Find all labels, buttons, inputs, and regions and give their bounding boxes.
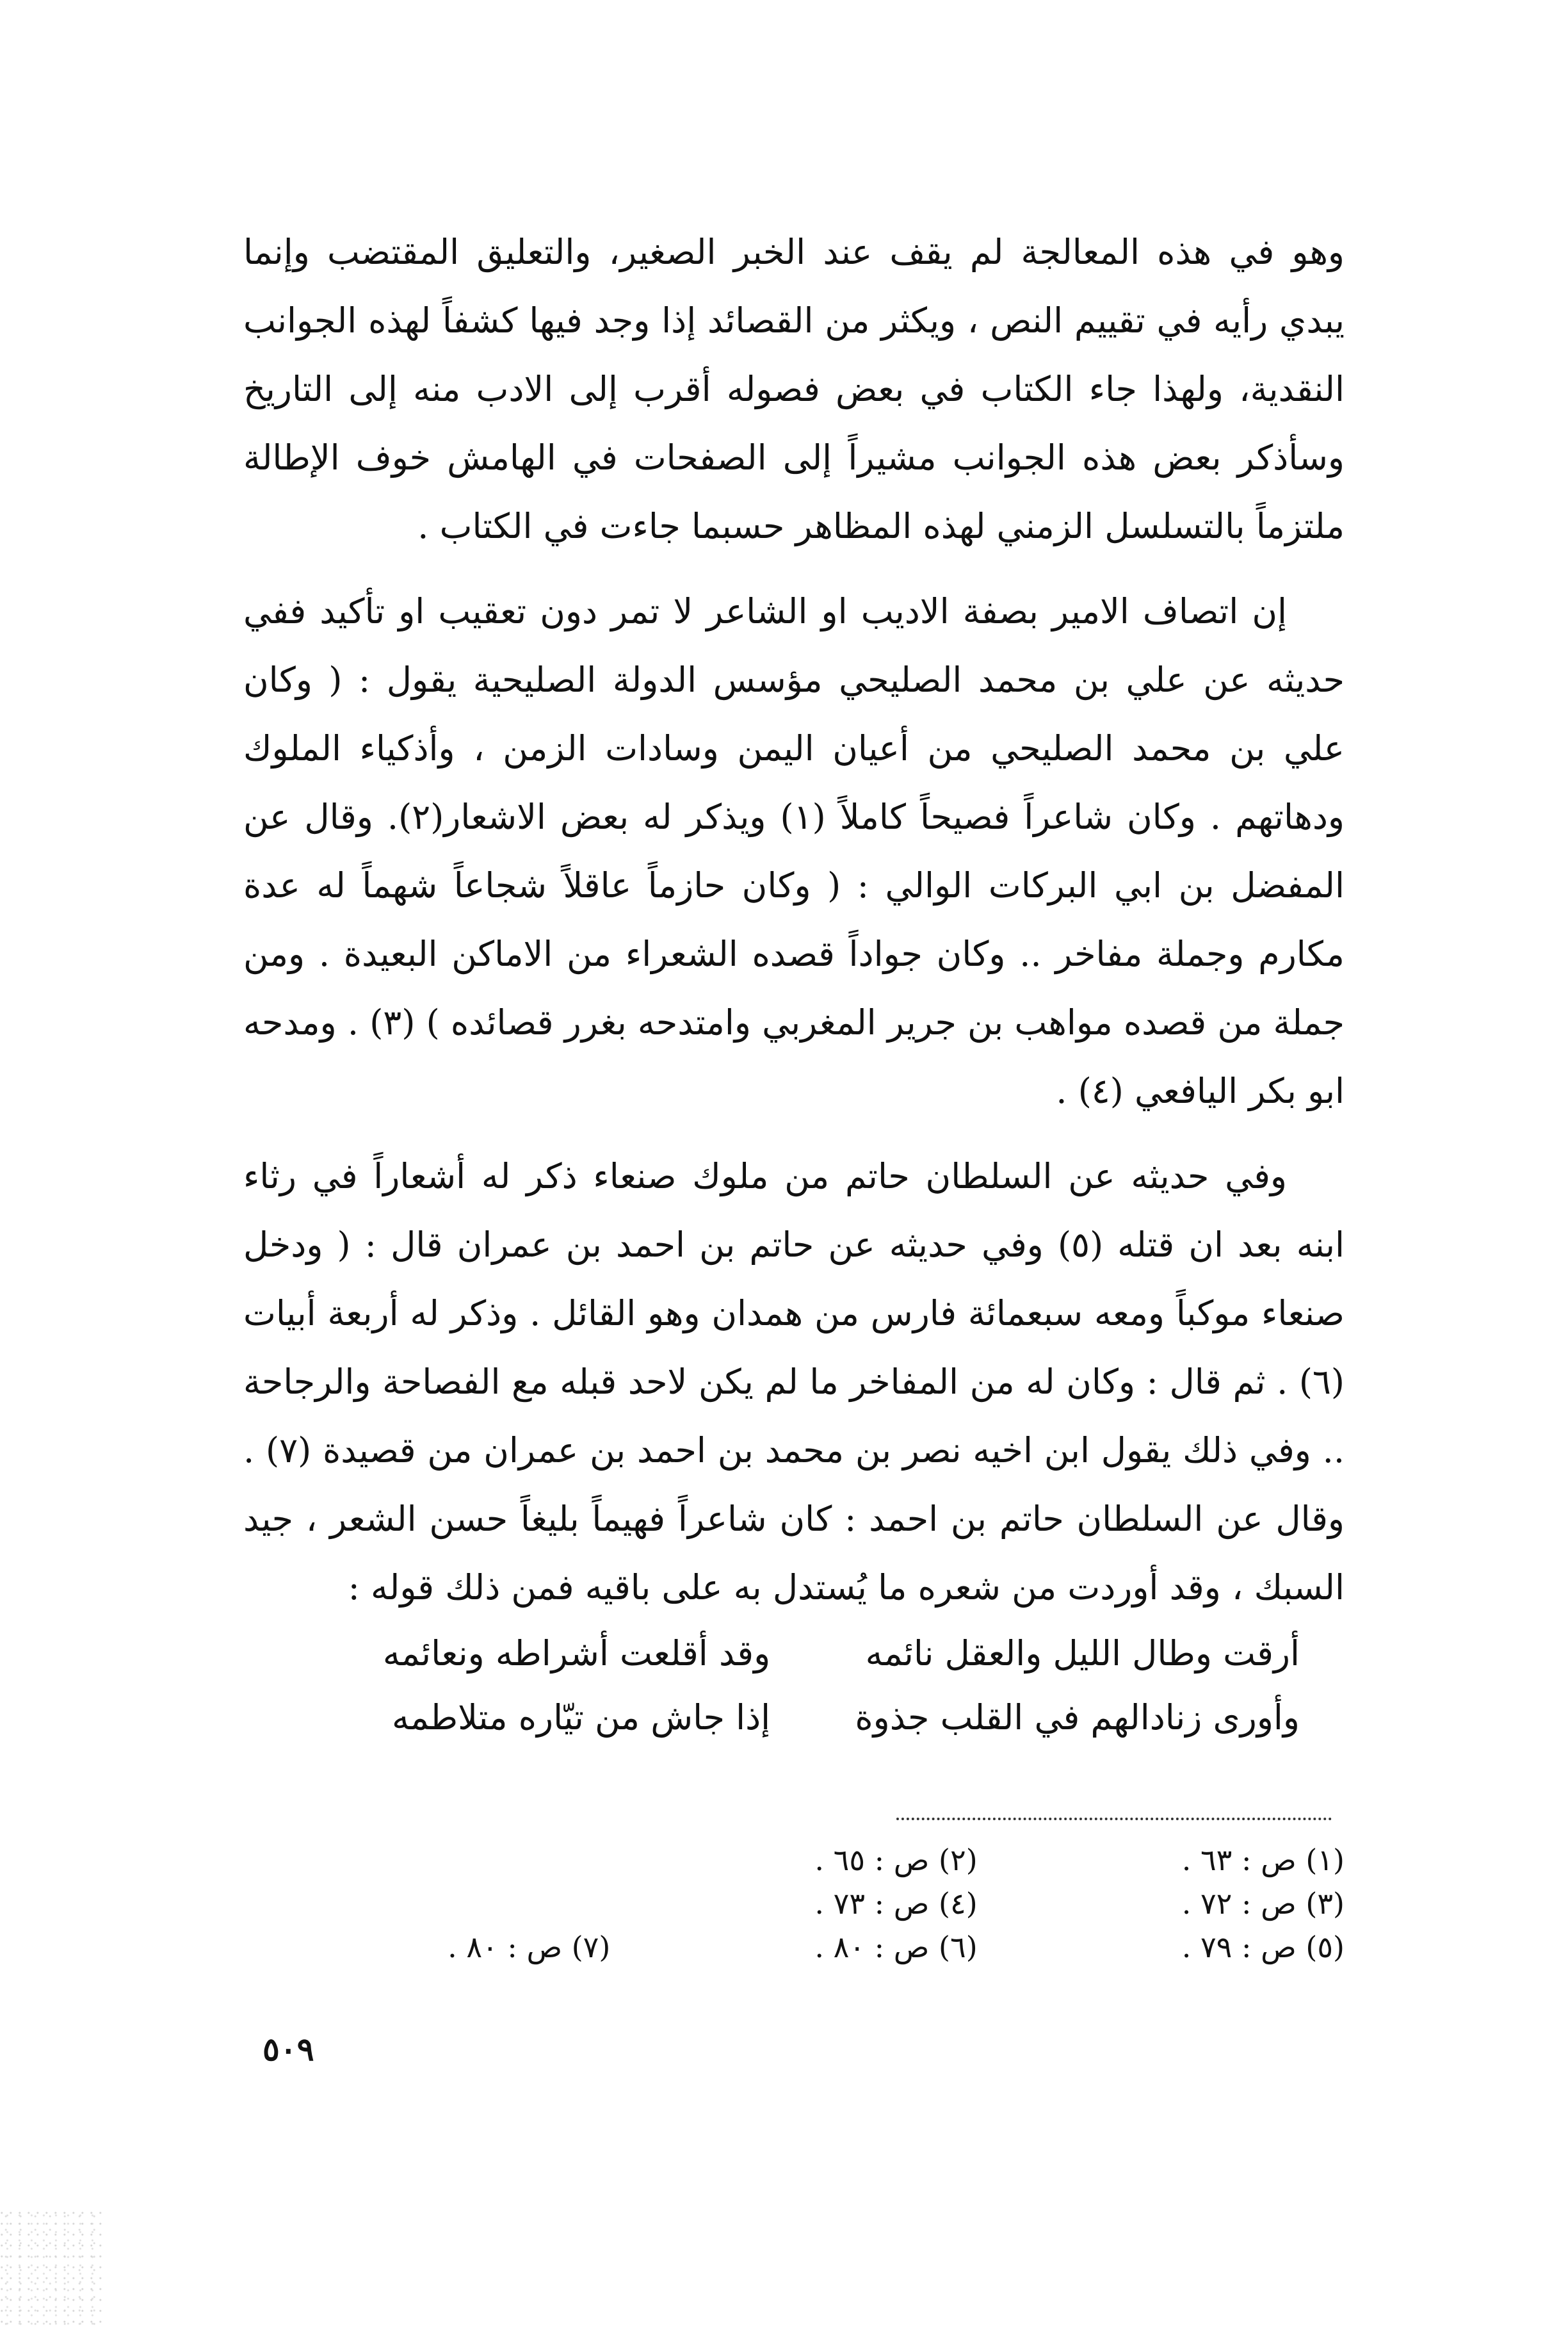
- footnote-separator: [896, 1818, 1332, 1820]
- footnote: (٧) ص : ٨٠ .: [448, 1930, 611, 1964]
- verse-second-hemistich: وقد أقلعت أشراطه ونعائمه: [382, 1633, 771, 1674]
- paragraph-1: وهو في هذه المعالجة لم يقف عند الخبر الصغير، والتعليق المقتضب وإنما يبدي رأيه في تقييم النص ، ويكثر من القصائد إذا وجد فيها كشفاً لهذه الجوانب النقدية، ولهذا جاء الكتاب في بعض فصوله أقرب إلى الادب منه إلى التاريخ وسأذكر بعض هذه الجوانب مشيراً إلى الصفحات في الهامش خوف الإطالة ملتزماً بالتسلسل الزمني لهذه المظاهر حسبما جاءت في الكتاب .: [243, 232, 1345, 546]
- footnote: (٣) ص : ٧٢ .: [1181, 1886, 1345, 1921]
- page-number: ٥٠٩: [263, 2030, 314, 2068]
- verse-line: [243, 1686, 1345, 1750]
- footnote: [243, 1838, 610, 1882]
- verse-line: [243, 1622, 1345, 1686]
- footnote: (٦) ص : ٨٠ .: [814, 1930, 978, 1964]
- scan-noise: [0, 2210, 102, 2330]
- footnote-row: [243, 1838, 1345, 1882]
- verse-second-hemistich: إذا جاش من تيّاره متلاطمه: [391, 1697, 771, 1738]
- paragraph-3: وفي حديثه عن السلطان حاتم من ملوك صنعاء ذكر له أشعاراً في رثاء ابنه بعد ان قتله (٥) وفي حديثه عن حاتم بن احمد بن عمران قال : ( ودخل صنعاء موكباً ومعه سبعمائة فارس من همدان وهو القائل . وذكر له أربعة أبيات (٦) . ثم قال : وكان له من المفاخر ما لم يكن لاحد قبله مع الفصاحة والرجاحة .. وفي ذلك يقول ابن اخيه نصر بن محمد بن احمد بن عمران من قصيدة (٧) . وقال عن السلطان حاتم بن احمد : كان شاعراً فهيماً بليغاً حسن الشعر ، جيد السبك ، وقد أوردت من شعره ما يُستدل به على باقيه فمن ذلك قوله :: [243, 1156, 1345, 1608]
- footnote-row: [243, 1882, 1345, 1925]
- verse-first-hemistich: أرقت وطال الليل والعقل نائمه: [865, 1633, 1300, 1674]
- body-text: [243, 218, 1345, 1750]
- footnote: (٢) ص : ٦٥ .: [814, 1843, 978, 1877]
- footnote-row: [243, 1925, 1345, 1969]
- footnotes: [243, 1838, 1345, 1969]
- footnote: (٤) ص : ٧٣ .: [814, 1886, 978, 1921]
- verse-first-hemistich: وأورى زنادالهم في القلب جذوة: [855, 1697, 1300, 1738]
- poem-verses: [243, 1622, 1345, 1750]
- footnote: [243, 1882, 610, 1925]
- footnote: (١) ص : ٦٣ .: [1181, 1843, 1345, 1877]
- footnote: (٥) ص : ٧٩ .: [1181, 1930, 1345, 1964]
- paragraph-2: إن اتصاف الامير بصفة الاديب او الشاعر لا تمر دون تعقيب او تأكيد ففي حديثه عن علي بن محمد الصليحي مؤسس الدولة الصليحية يقول : ( وكان علي بن محمد الصليحي من أعيان اليمن وسادات الزمن ، وأذكياء الملوك ودهاتهم . وكان شاعراً فصيحاً كاملاً (١) ويذكر له بعض الاشعار(٢). وقال عن المفضل بن ابي البركات الوالي : ( وكان حازماً عاقلاً شجاعاً شهماً له عدة مكارم وجملة مفاخر .. وكان جواداً قصده الشعراء من الاماكن البعيدة . ومن جملة من قصده مواهب بن جرير المغربي وامتدحه بغرر قصائده ) (٣) . ومدحه ابو بكر اليافعي (٤) .: [243, 591, 1345, 1111]
